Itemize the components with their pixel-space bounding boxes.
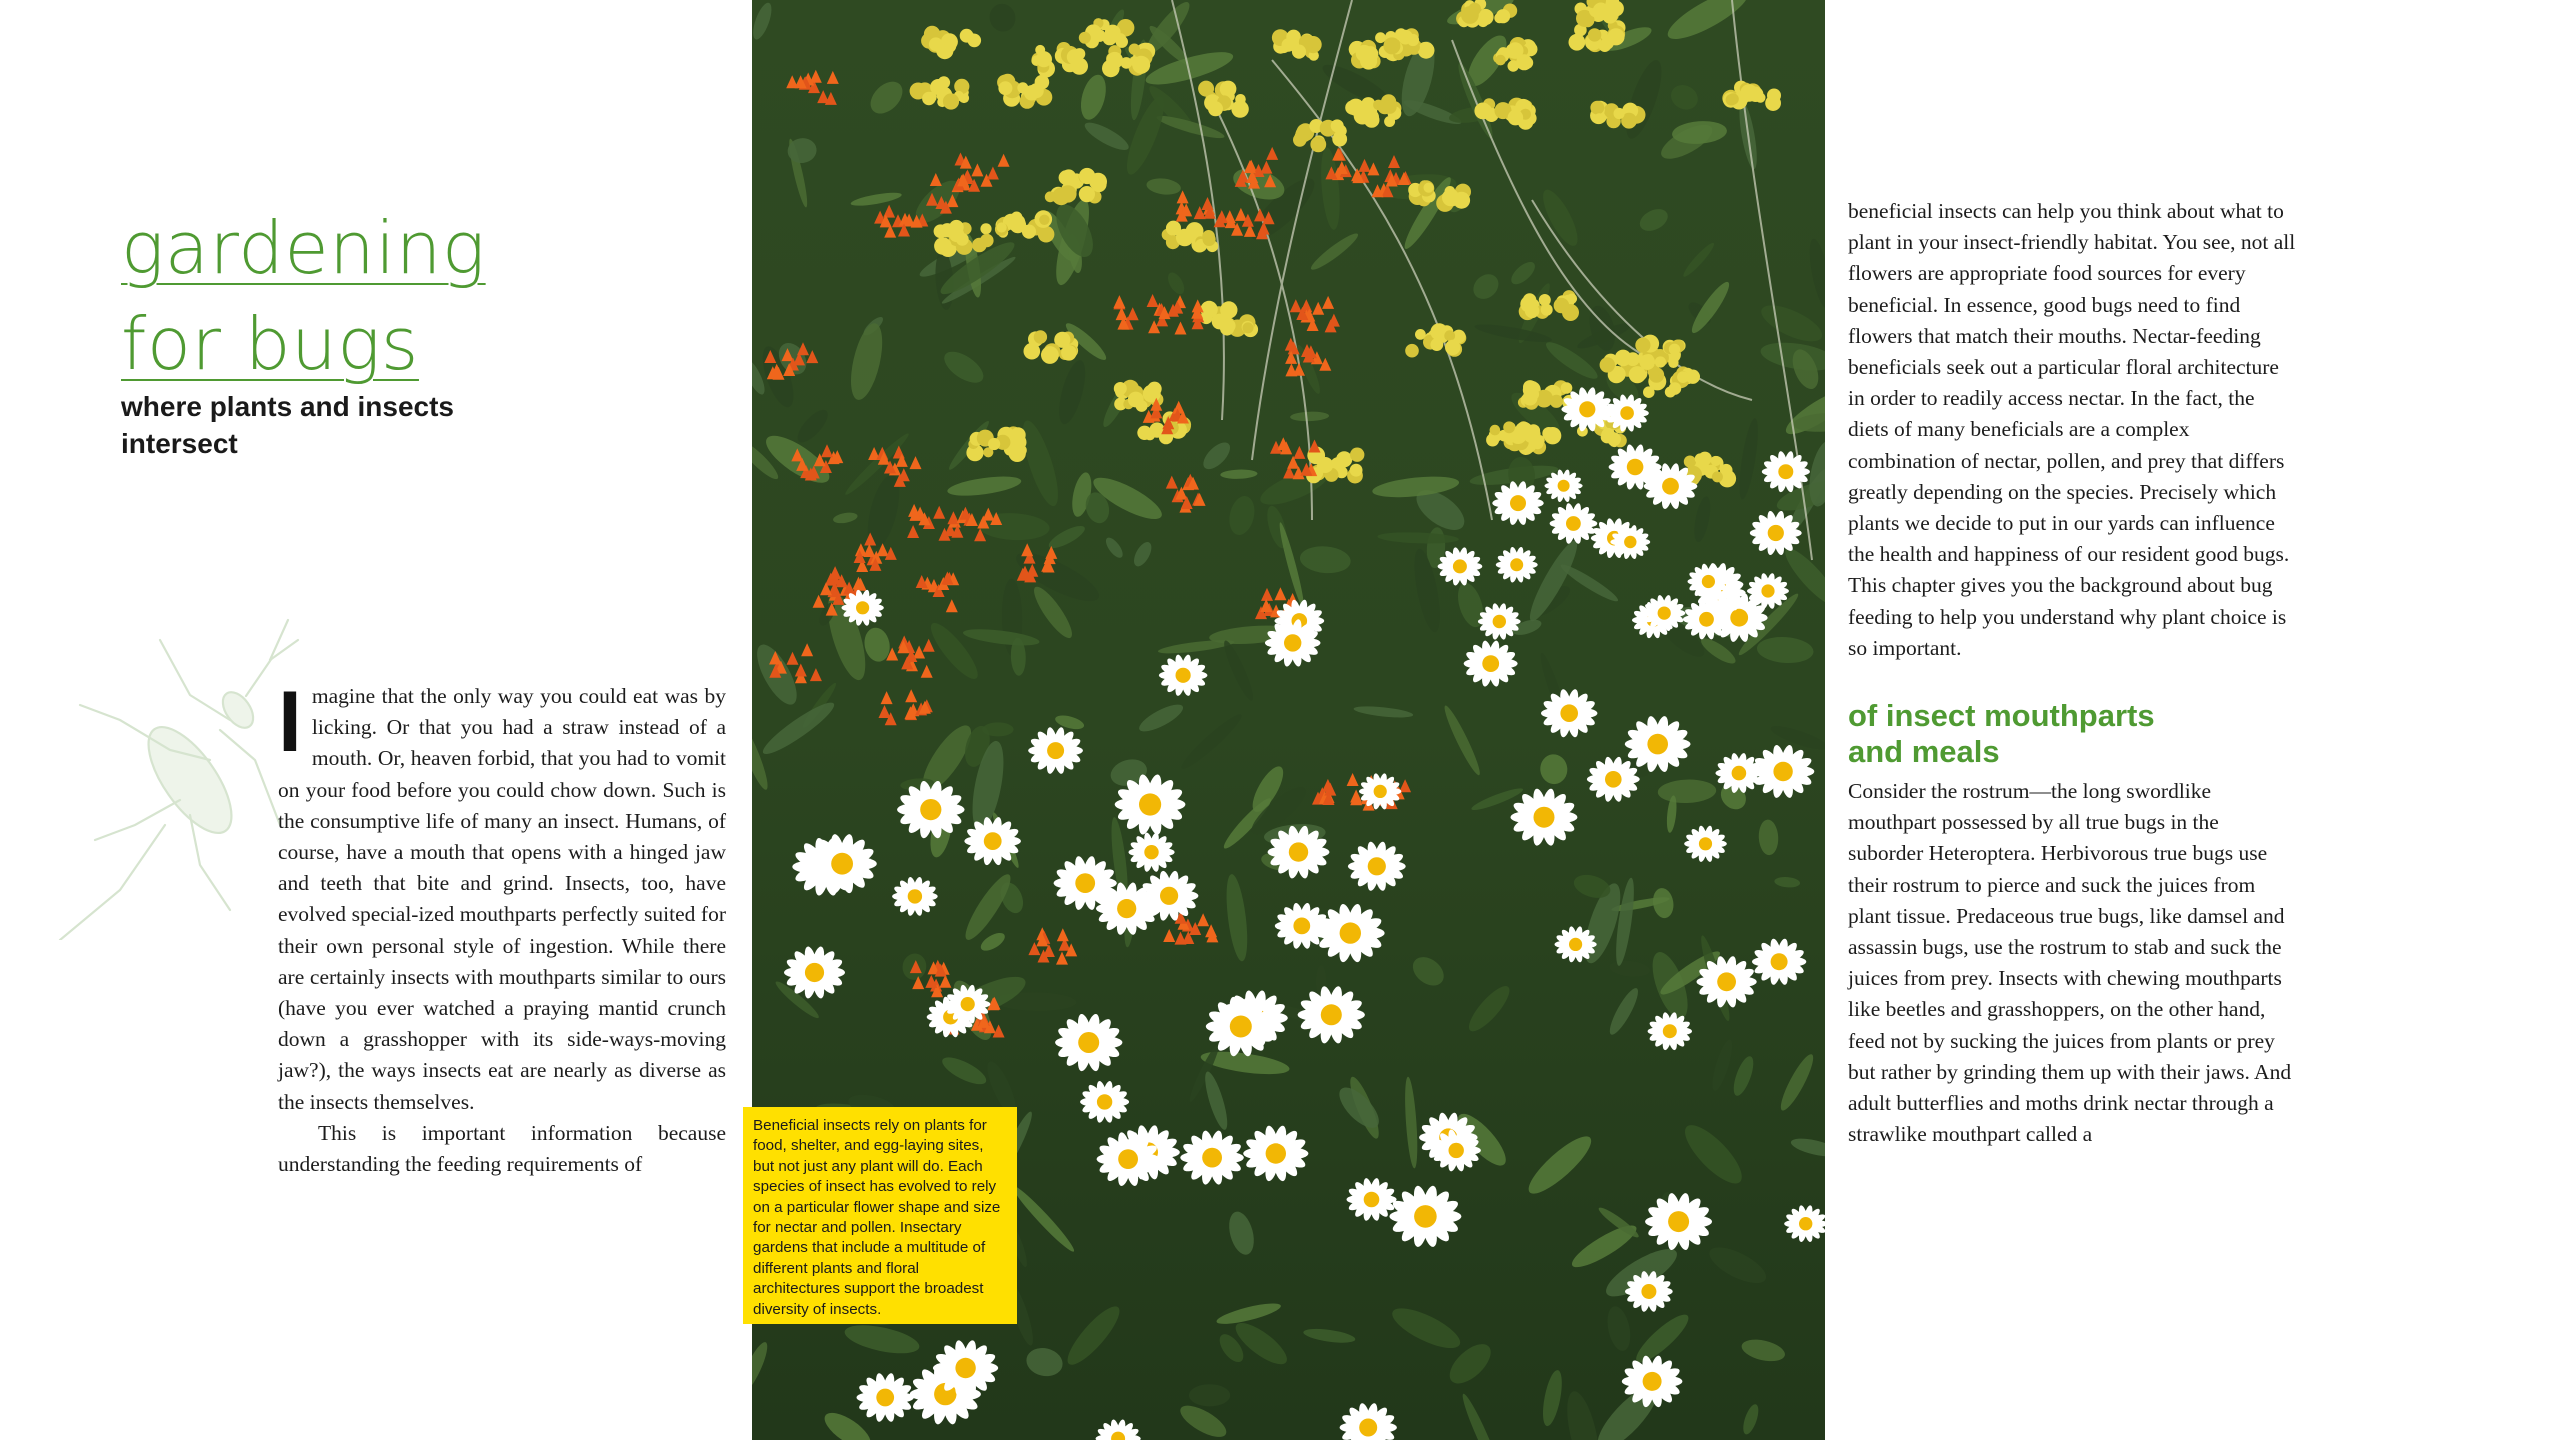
leaf-shape: [1189, 1384, 1230, 1406]
section-heading-line1: of insect mouthparts: [1848, 698, 2155, 734]
left-body-text: [278, 674, 726, 1180]
assassin-bug-icon: [40, 610, 300, 940]
left-paragraph-2: This is important information because understanding the feeding requirements of: [278, 1120, 726, 1177]
right-body-text: [1848, 196, 2298, 1150]
chapter-title-line2: for bugs: [121, 302, 419, 386]
right-paragraph-2: Consider the rostrum—the long swordlike mouthpart possessed by all true bugs in the suborder Heteroptera. Herbivorous true bugs use their rostrum to pierce and suck the juices from plant tissue. Predaceous true bugs, like damsel and assassin bugs, use the rostrum to stab and suck the juices from prey. Insects with chewing mouthparts like beetles and grasshoppers, on the other hand, feed not by sucking the juices from plants or prey but rather by grinding them up with their jaws. And adult butterflies and moths drink nectar through a strawlike mouthpart called a: [1848, 779, 2292, 1147]
yarrow-cluster: [1486, 421, 1544, 450]
section-heading: [1848, 698, 2298, 770]
chapter-title-line1: gardening: [121, 206, 486, 290]
right-paragraph-1: beneficial insects can help you think about what to plant in your insect-friendly habitat. You see, not all flowers are appropriate food sources for every beneficial. In essence, good bugs need to find flowers that match their mouths. Nectar-feeding beneficials seek out a particular floral architecture in order to readily access nectar. In the fact, the diets of many beneficials are a complex combination of nectar, pollen, and prey that differs greatly depending on the species. Precisely which plants we decide to put in our yards can influence the health and happiness of our resident good bugs. This chapter gives you the background about bug feeding to help you understand why plant choice is so important.: [1848, 199, 2296, 660]
left-paragraph-1: [278, 674, 726, 1118]
left-paragraph-1-text: magine that the only way you could eat was by licking. Or that you had a straw instead of a mouth. Or, heaven forbid, that you had to vomit on your food before you could chow down. Such is the consumptive life of many an insect. Humans, of course, have a mouth that opens with a hinged jaw and teeth that bite and grind. Insects, too, have evolved special-ized mouthparts perfectly suited for their own personal style of ingestion. While there are certainly insects with mouthparts similar to ours (have you ever watched a praying mantid crunch down a grasshopper with its side-ways-moving jaw?), the ways insects eat are nearly as diverse as the insects themselves.: [278, 684, 726, 1114]
section-heading-line2: and meals: [1848, 734, 2000, 770]
drop-cap: I: [278, 674, 302, 770]
chapter-subtitle: where plants and insects intersect: [121, 391, 454, 459]
photo-caption: Beneficial insects rely on plants for food, shelter, and egg-laying sites, but not just any plant will do. Each species of insect has evolved to rely on a particular flower shape and size for nectar and pollen. Insectary gardens that include a multitude of different plants and floral architectures support the broadest diversity of insects.: [743, 1107, 1017, 1324]
chapter-title: [121, 200, 486, 392]
